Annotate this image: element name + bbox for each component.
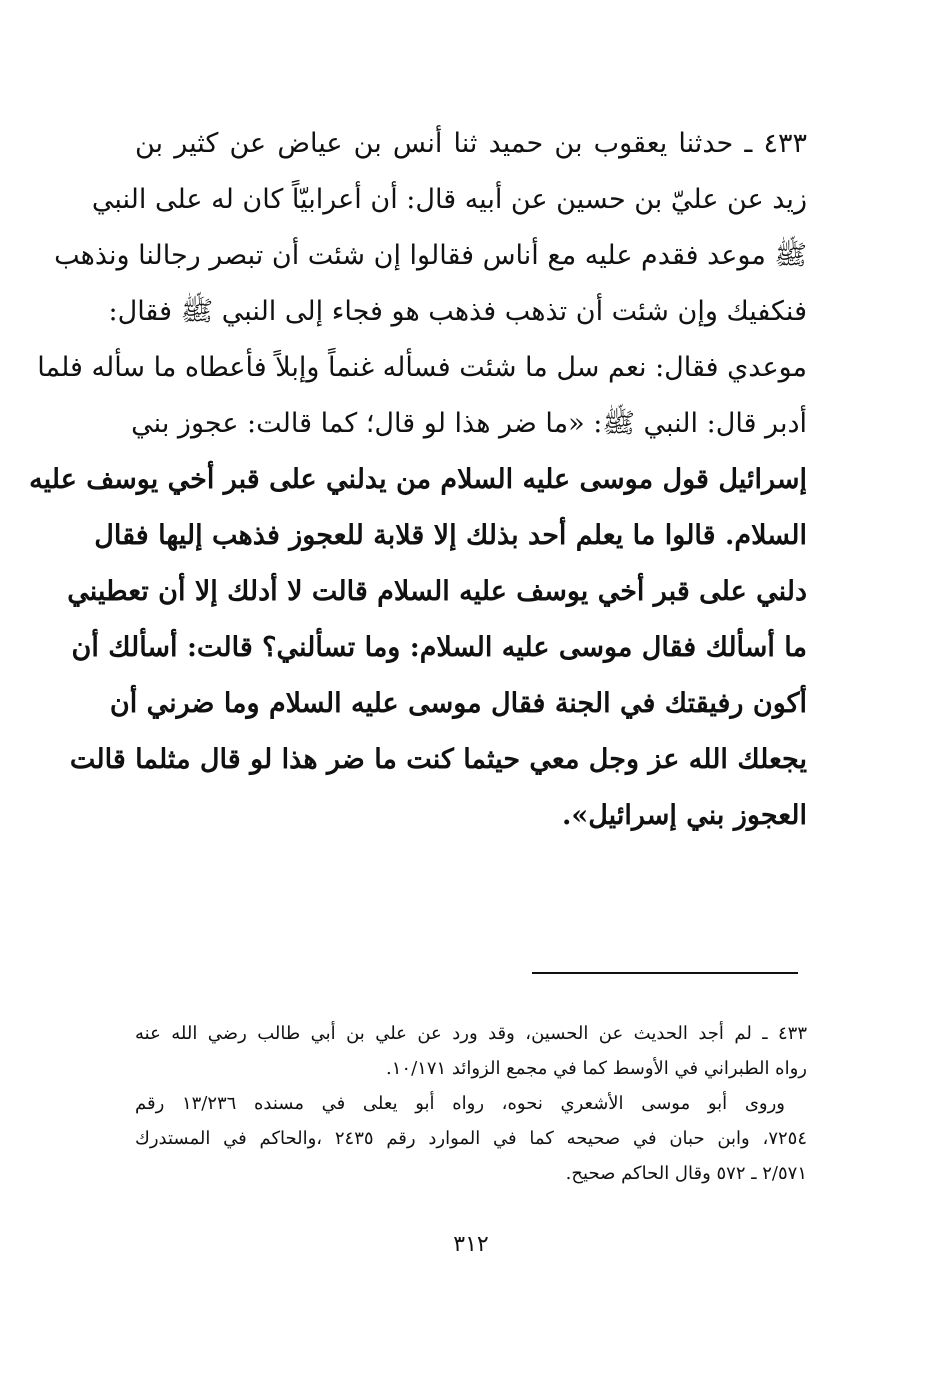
text-line: زيد عن عليّ بن حسين عن أبيه قال: أن أعرابيّاً كان له على النبي [91,184,807,215]
footnote-line: رواه الطبراني في الأوسط كما في مجمع الزوائد ١٠/١٧١. [386,1058,807,1079]
text-line: يجعلك الله عز وجل معي حيثما كنت ما ضر هذا لو قال مثلما قالت [69,744,807,775]
footnote-separator [532,972,798,974]
text-line: فنكفيك وإن شئت أن تذهب فذهب هو فجاء إلى النبي ﷺ فقال: [108,296,807,327]
text-line: ٤٣٣ ـ حدثنا يعقوب بن حميد ثنا أنس بن عياض عن كثير بن [135,128,807,159]
footnote-line: ٢/٥٧١ ـ ٥٧٢ وقال الحاكم صحيح. [565,1163,807,1184]
text-line: ﷺ موعد فقدم عليه مع أناس فقالوا إن شئت أن تبصر رجالنا ونذهب [54,240,807,271]
text-line: أكون رفيقتك في الجنة فقال موسى عليه السلام وما ضرني أن [109,688,807,719]
text-line: أدبر قال: النبي ﷺ: «ما ضر هذا لو قال؛ كما قالت: عجوز بني [131,408,807,439]
footnote-line: ٧٢٥٤، وابن حبان في صحيحه كما في الموارد رقم ٢٤٣٥ ،والحاكم في المستدرك [135,1128,807,1149]
hadith-text [29,116,807,844]
text-line: ما أسألك فقال موسى عليه السلام: وما تسألني؟ قالت: أسألك أن [71,632,807,663]
text-line: السلام. قالوا ما يعلم أحد بذلك إلا قلابة للعجوز فذهب إليها فقال [94,520,807,551]
text-line: موعدي فقال: نعم سل ما شئت فسأله غنماً وإبلاً فأعطاه ما سأله فلما [37,352,807,383]
text-line: العجوز بني إسرائيل». [561,800,807,831]
footnotes [135,1016,807,1191]
footnote-line: وروى أبو موسى الأشعري نحوه، رواه أبو يعلى في مسنده ١٣/٢٣٦ رقم [135,1093,785,1114]
text-line: دلني على قبر أخي يوسف عليه السلام قالت لا أدلك إلا أن تعطيني [67,576,807,607]
page-number: ٣١٢ [453,1232,489,1257]
text-line: إسرائيل قول موسى عليه السلام من يدلني على قبر أخي يوسف عليه [29,464,807,495]
footnote-line: ٤٣٣ ـ لم أجد الحديث عن الحسين، وقد ورد عن علي بن أبي طالب رضي الله عنه [135,1023,807,1044]
